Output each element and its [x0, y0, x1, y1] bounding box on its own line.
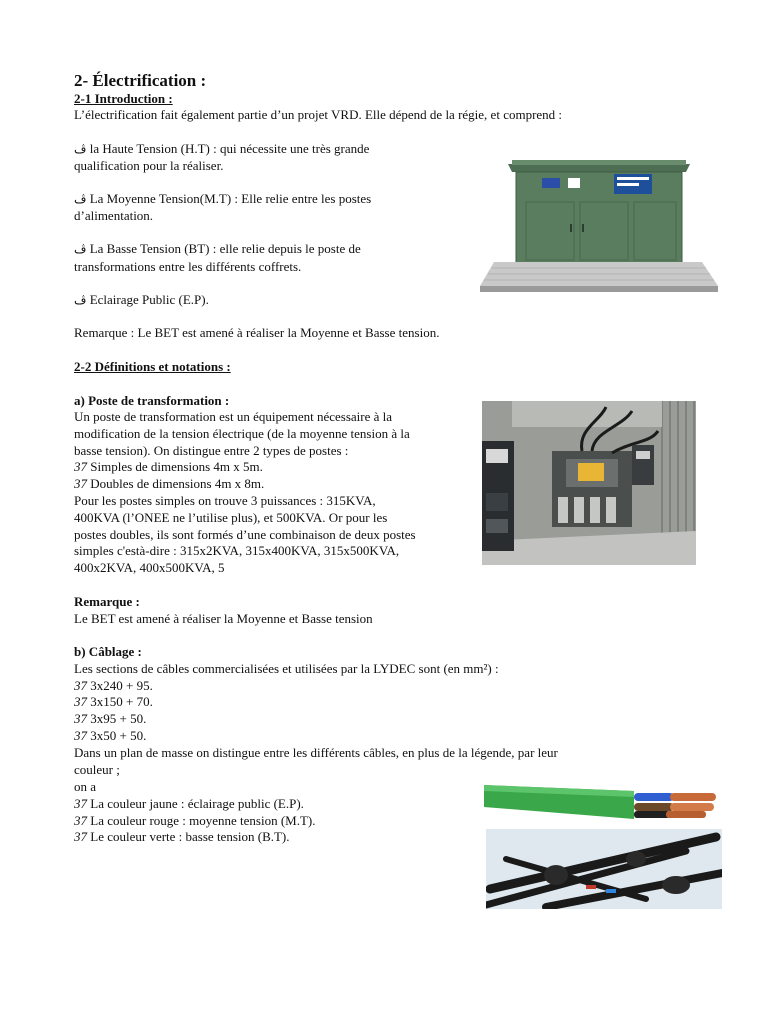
- poste-text-line: modification de la tension électrique (de la moyenne tension à la: [74, 426, 410, 441]
- section-item: 37 3x150 + 70.: [74, 694, 153, 709]
- power-line: 400x2KVA, 400x500KVA, 5: [74, 560, 225, 575]
- intro-lead: L’électrification fait également partie d’un projet VRD. Elle dépend de la régie, et comprend :: [74, 107, 563, 122]
- intro-item: ڤ la Haute Tension (H.T) : qui nécessite une très grande: [74, 141, 370, 156]
- poste-type-item: 37 Simples de dimensions 4m x 5m.: [74, 459, 263, 474]
- section-item: 37 3x240 + 95.: [74, 678, 153, 693]
- poste-text-line: basse tension). On distingue entre 2 types de postes :: [74, 443, 349, 458]
- power-line: Pour les postes simples on trouve 3 puissances : 315KVA,: [74, 493, 376, 508]
- intro-item: ڤ Eclairage Public (E.P).: [74, 292, 209, 307]
- remark-text: Le BET est amené à réaliser la Moyenne et Basse tension: [74, 611, 373, 626]
- bullet-icon: ڤ: [74, 293, 87, 307]
- cablage-title: b) Câblage :: [74, 644, 142, 659]
- bullet-icon: ڤ: [74, 192, 87, 206]
- intro-item-cont: qualification pour la réaliser.: [74, 158, 224, 173]
- substation-interior-image: [482, 401, 696, 565]
- remark-title: Remarque :: [74, 594, 140, 609]
- power-line: postes doubles, ils sont formés d’une combinaison de deux postes: [74, 527, 416, 542]
- poste-title: a) Poste de transformation :: [74, 393, 230, 408]
- poste-text-line: Un poste de transformation est un équipement nécessaire à la: [74, 409, 393, 424]
- definitions-heading: 2-2 Définitions et notations :: [74, 359, 231, 374]
- color-item: 37 Le couleur verte : basse tension (B.T).: [74, 829, 290, 844]
- intro-remark: Remarque : Le BET est amené à réaliser la Moyenne et Basse tension.: [74, 325, 440, 340]
- poste-type-item: 37 Doubles de dimensions 4m x 8m.: [74, 476, 265, 491]
- bullet-icon: ڤ: [74, 142, 87, 156]
- intro-item-cont: d’alimentation.: [74, 208, 154, 223]
- section-title: 2- Électrification :: [74, 71, 207, 90]
- section-item: 37 3x50 + 50.: [74, 728, 147, 743]
- intro-heading: 2-1 Introduction :: [74, 91, 173, 106]
- color-item: 37 La couleur rouge : moyenne tension (M.T).: [74, 813, 316, 828]
- power-line: 400KVA (l’ONEE ne l’utilise plus), et 500KVA. Or pour les: [74, 510, 388, 525]
- bullet-icon: ڤ: [74, 242, 87, 256]
- cablage-lead: Les sections de câbles commercialisées et utilisées par la LYDEC sont (en mm²) :: [74, 661, 499, 676]
- substation-cabinet-image: [478, 158, 720, 308]
- intro-item: ڤ La Moyenne Tension(M.T) : Elle relie entre les postes: [74, 191, 372, 206]
- intro-item-cont: transformations entre les différents coffrets.: [74, 259, 302, 274]
- color-item: 37 La couleur jaune : éclairage public (E.P).: [74, 796, 304, 811]
- section-item: 37 3x95 + 50.: [74, 711, 147, 726]
- cable-accessories-image: [486, 829, 722, 909]
- power-line: simples c'està-dire : 315x2KVA, 315x400KVA, 315x500KVA,: [74, 543, 400, 558]
- green-cable-image: [484, 779, 720, 827]
- plan-text: Dans un plan de masse on distingue entre les différents câbles, en plus de la légende, par leur: [74, 745, 558, 760]
- plan-text-cont: couleur ;: [74, 762, 120, 777]
- intro-item: ڤ La Basse Tension (BT) : elle relie depuis le poste de: [74, 241, 361, 256]
- on-a-text: on a: [74, 779, 97, 794]
